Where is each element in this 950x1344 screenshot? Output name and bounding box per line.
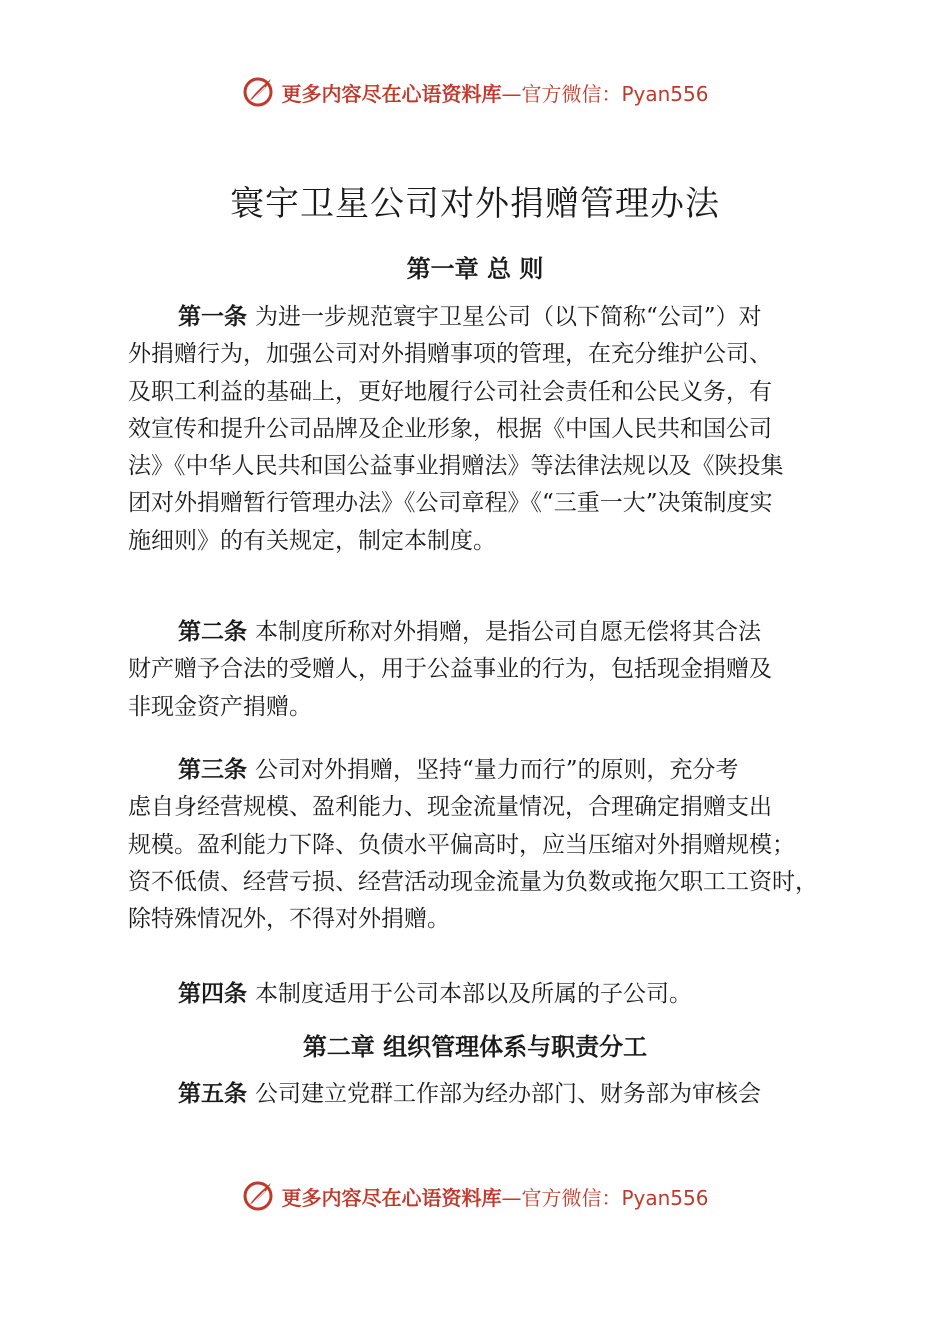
article-line: 财产赠予合法的受赠人，用于公益事业的行为，包括现金捐赠及 <box>128 656 772 683</box>
article-label: 第三条 <box>178 757 247 783</box>
article-line: 非现金资产捐赠。 <box>128 693 312 720</box>
article-line: 第四条 本制度适用于公司本部以及所属的子公司。 <box>178 981 692 1007</box>
article-line: 第二条 本制度所称对外捐赠，是指公司自愿无偿将其合法 <box>178 619 761 645</box>
article-line: 及职工利益的基础上，更好地履行公司社会责任和公民义务，有 <box>128 378 772 405</box>
article-line: 虑自身经营规模、盈利能力、现金流量情况，合理确定捐赠支出 <box>128 794 772 821</box>
article-label: 第一条 <box>178 304 247 330</box>
article-line: 第五条 公司建立党群工作部为经办部门、财务部为审核会 <box>178 1081 761 1107</box>
article-1 <box>128 299 863 560</box>
article-line: 效宣传和提升公司品牌及企业形象，根据《中国人民共和国公司 <box>128 415 772 442</box>
banner-wechat-text: —官方微信：Pyan556 <box>501 1185 709 1210</box>
article-2 <box>128 614 863 726</box>
article-5 <box>128 1076 863 1113</box>
chapter-heading-1: 第一章 总 则 <box>406 255 544 283</box>
article-line: 除特殊情况外，不得对外捐赠。 <box>128 906 450 933</box>
article-4 <box>128 976 863 1013</box>
article-3 <box>128 752 863 938</box>
banner-brand-text: 更多内容尽在心语资料库 <box>281 1185 502 1210</box>
article-label: 第二条 <box>178 619 247 645</box>
feather-seal-icon <box>241 75 275 109</box>
article-line: 第三条 公司对外捐赠，坚持“量力而行”的原则，充分考 <box>178 757 739 783</box>
article-line: 团对外捐赠暂行管理办法》《公司章程》《“三重一大”决策制度实 <box>128 490 773 517</box>
banner-wechat-text: —官方微信：Pyan556 <box>501 81 709 106</box>
chapter-heading-2: 第二章 组织管理体系与职责分工 <box>302 1033 648 1061</box>
article-line: 第一条 为进一步规范寰宇卫星公司（以下简称“公司”）对 <box>178 304 762 330</box>
footer-banner <box>0 1176 950 1216</box>
header-banner <box>0 72 950 112</box>
article-line: 资不低债、经营亏损、经营活动现金流量为负数或拖欠职工工资时， <box>128 868 818 895</box>
article-line: 外捐赠行为，加强公司对外捐赠事项的管理，在充分维护公司、 <box>128 341 772 368</box>
banner-brand-text: 更多内容尽在心语资料库 <box>281 81 502 106</box>
article-line: 施细则》的有关规定，制定本制度。 <box>128 527 496 554</box>
article-line: 规模。盈利能力下降、负债水平偏高时，应当压缩对外捐赠规模； <box>128 831 795 858</box>
feather-seal-icon <box>241 1179 275 1213</box>
article-line: 法》《中华人民共和国公益事业捐赠法》等法律法规以及《陕投集 <box>128 453 784 480</box>
article-label: 第四条 <box>178 981 247 1007</box>
document-title: 寰宇卫星公司对外捐赠管理办法 <box>230 184 720 224</box>
article-label: 第五条 <box>178 1081 247 1107</box>
